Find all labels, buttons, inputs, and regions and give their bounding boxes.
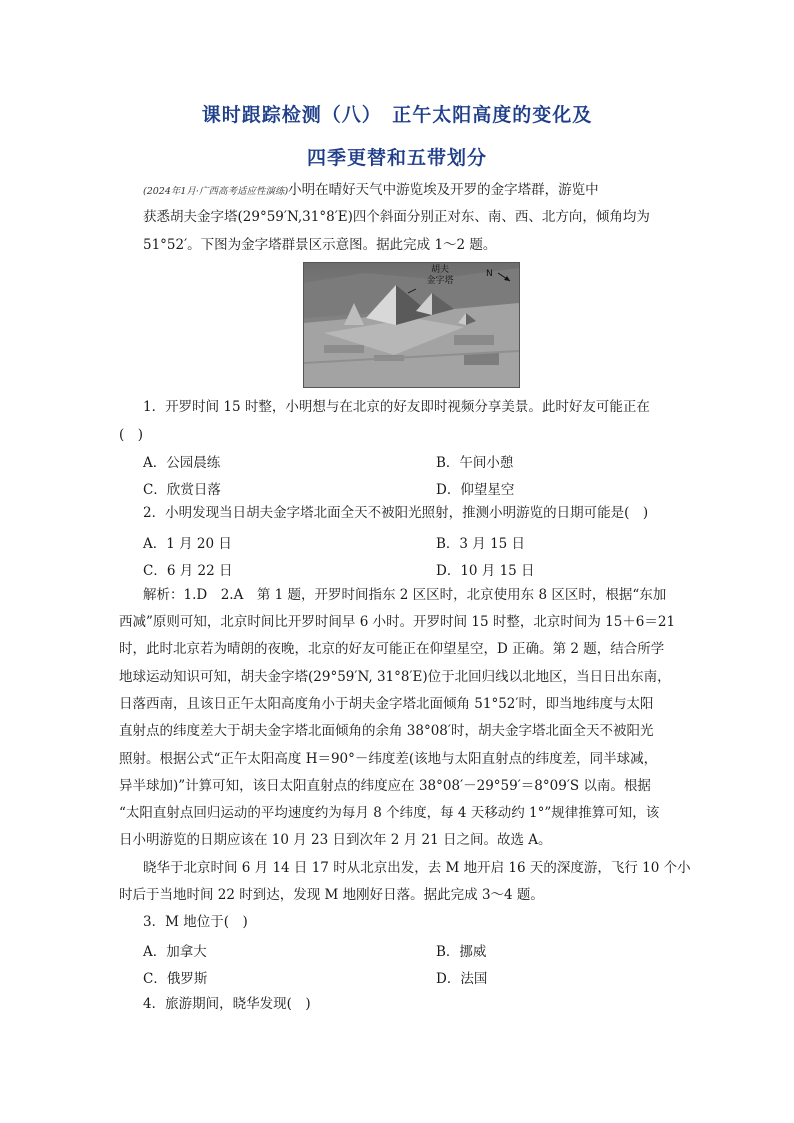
question-2-option-d: D．10 月 15 日 xyxy=(436,563,535,579)
page-title-line-1: 课时跟踪检测（八） 正午太阳高度的变化及 xyxy=(201,104,593,126)
question-4-stem: 4．旅游期间，晓华发现( ) xyxy=(143,996,311,1012)
question-3-option-c: C．俄罗斯 xyxy=(143,971,208,987)
analysis-line-7: 照射。根据公式“正午太阳高度 H＝90°－纬度差(该地与太阳直射点的纬度差，同半球减， xyxy=(119,751,658,767)
question-3-option-b: B．挪威 xyxy=(436,944,487,960)
question-1-bracket: ( ) xyxy=(119,427,144,443)
question-2-option-b: B．3 月 15 日 xyxy=(436,536,526,552)
analysis-line-6: 直射点的纬度差大于胡夫金字塔北面倾角的余角 38°08′时，胡夫金字塔北面全天不被阳光 xyxy=(119,723,654,739)
analysis-line-8: 异半球加)”计算可知，该日太阳直射点的纬度应在 38°08′－29°59′＝8°09′S 以南。根据 xyxy=(119,778,651,794)
intro-source: (2024年1月·广西高考适应性演练) xyxy=(143,186,289,197)
intro-text-1: 小明在晴好天气中游览埃及开罗的金字塔群，游览中 xyxy=(288,182,599,198)
question-3-option-d: D．法国 xyxy=(436,971,488,987)
question-1-option-a: A．公园晨练 xyxy=(143,455,221,471)
question-1-stem: 1．开罗时间 15 时整，小明想与在北京的好友即时视频分享美景。此时好友可能正在 xyxy=(143,399,650,415)
north-arrow-label: N xyxy=(486,269,493,279)
question-1-option-b: B．午间小憩 xyxy=(436,455,514,471)
intro-line-3: 51°52′。下图为金字塔群景区示意图。据此完成 1～2 题。 xyxy=(143,237,497,253)
analysis-line-10: 日小明游览的日期应该在 10 月 23 日到次年 2 月 21 日之间。故选 A。 xyxy=(119,832,552,848)
question-2-option-a: A．1 月 20 日 xyxy=(143,536,232,552)
page-title-line-2: 四季更替和五带划分 xyxy=(306,147,487,169)
pyramid-scene-image xyxy=(304,263,519,387)
intro2-line-2: 时后于当地时间 22 时到达，发现 M 地刚好日落。据此完成 3～4 题。 xyxy=(119,887,544,903)
pyramid-scene-figure xyxy=(303,262,520,388)
analysis-line-4: 地球运动知识可知，胡夫金字塔(29°59′N, 31°8′E)位于北回归线以北地区，当日日出东南， xyxy=(119,669,671,685)
analysis-line-1: 解析：1.D 2.A 第 1 题，开罗时间指东 2 区区时，北京使用东 8 区区时，根据“东加 xyxy=(143,587,667,603)
intro-line-2: 获悉胡夫金字塔(29°59′N,31°8′E)四个斜面分别正对东、南、西、北方向，倾角均为 xyxy=(143,209,650,225)
question-2-option-c: C．6 月 22 日 xyxy=(143,563,233,579)
question-2-stem: 2．小明发现当日胡夫金字塔北面全天不被阳光照射，推测小明游览的日期可能是( ) xyxy=(143,505,649,521)
intro-line-1 xyxy=(143,181,599,201)
analysis-line-2: 西减”原则可知，北京时间比开罗时间早 6 小时。开罗时间 15 时整，北京时间为 15＋6＝21 xyxy=(119,614,676,630)
question-1-option-d: D．仰望星空 xyxy=(436,482,515,498)
question-1-option-c: C．欣赏日落 xyxy=(143,482,221,498)
analysis-line-9: “太阳直射点回归运动的平均速度约为每月 8 个纬度，每 4 天移动约 1°”规律推算可知，该 xyxy=(119,805,660,821)
question-3-option-a: A．加拿大 xyxy=(143,944,207,960)
intro2-line-1: 晓华于北京时间 6 月 14 日 17 时从北京出发，去 M 地开启 16 天的深度游，飞行 10 个小 xyxy=(143,860,691,876)
analysis-line-5: 日落西南，且该日正午太阳高度角小于胡夫金字塔北面倾角 51°52′时，即当地纬度与太阳 xyxy=(119,696,654,712)
analysis-line-3: 时，此时北京若为晴朗的夜晚，北京的好友可能正在仰望星空，D 正确。第 2 题，结合所学 xyxy=(119,641,665,657)
question-3-stem: 3．M 地位于( ) xyxy=(143,914,248,930)
khufu-pyramid-label: 胡夫 金字塔 xyxy=(426,265,454,286)
